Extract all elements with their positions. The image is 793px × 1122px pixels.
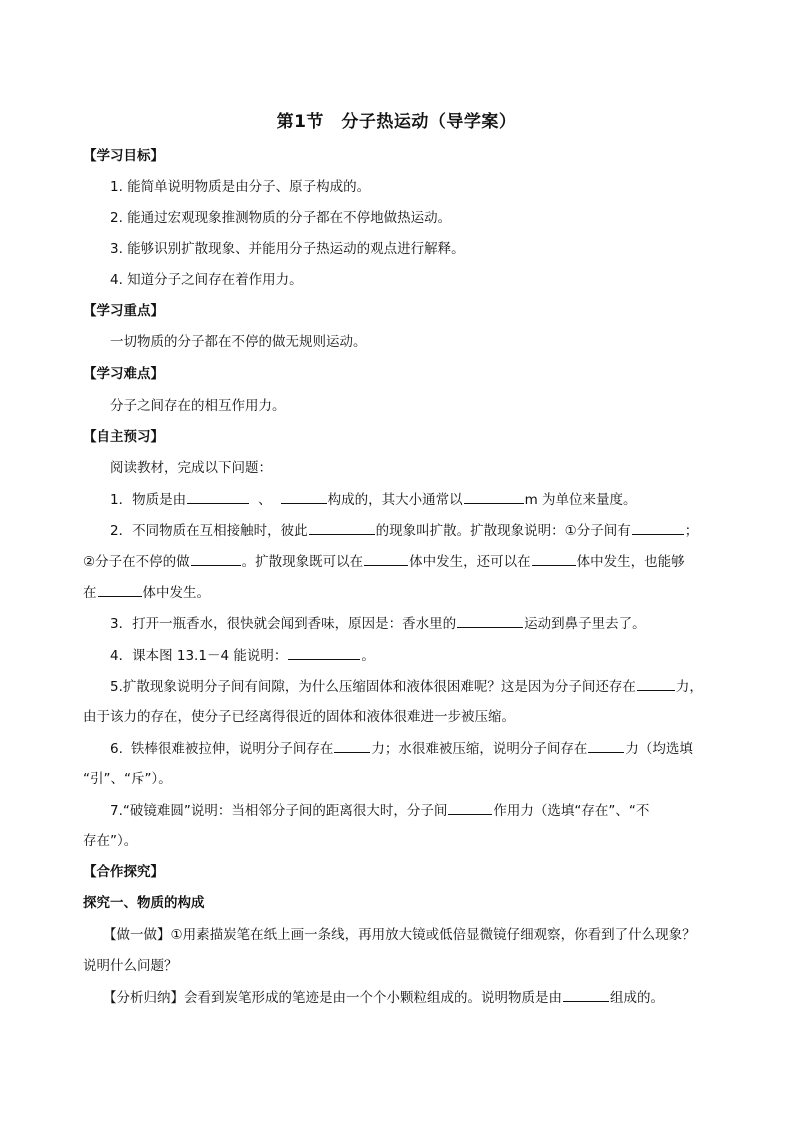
question-text: 运动到鼻子里去了。	[524, 616, 646, 632]
question-text: 组成的。	[610, 990, 664, 1006]
answer-blank[interactable]	[288, 645, 360, 660]
question-4	[110, 645, 740, 666]
question-text: 体中发生。	[142, 585, 210, 601]
answer-blank[interactable]	[464, 489, 524, 504]
answer-blank[interactable]	[588, 738, 624, 753]
question-text: 作用力（选填“存在”、“不	[493, 803, 650, 819]
preview-intro: 阅读教材，完成以下问题：	[110, 460, 272, 476]
question-2-cont	[83, 551, 713, 572]
question-text: 、	[258, 492, 272, 508]
question-text: ②分子在不停的做	[83, 554, 190, 570]
question-text: 构成的，其大小通常以	[327, 492, 463, 508]
question-5-cont: 由于该力的存在，使分子已经离得很近的固体和液体很难进一步被压缩。	[83, 709, 515, 725]
question-text: 在	[83, 585, 97, 601]
question-text: 。扩散现象既可以在	[241, 554, 364, 570]
difficulty-text: 分子之间存在的相互作用力。	[110, 398, 286, 414]
goal-item: 2. 能通过宏观现象推测物质的分子都在不停地做热运动。	[110, 210, 452, 226]
answer-blank[interactable]	[448, 800, 492, 815]
answer-blank[interactable]	[532, 551, 576, 566]
focus-text: 一切物质的分子都在不停的做无规则运动。	[110, 334, 367, 350]
question-text: 【分析归纳】会看到炭笔形成的笔迹是由一个个小颗粒组成的。说明物质是由	[103, 990, 562, 1006]
question-7	[110, 800, 740, 821]
question-2-cont	[83, 582, 713, 603]
answer-blank[interactable]	[334, 738, 370, 753]
answer-blank[interactable]	[364, 551, 408, 566]
question-3	[110, 613, 740, 634]
question-text: 7.“破镜难圆”说明：当相邻分子间的距离很大时，分子间	[110, 803, 448, 819]
answer-blank[interactable]	[457, 613, 523, 628]
doit-text: 【做一做】①用素描炭笔在纸上画一条线，再用放大镜或低倍显微镜仔细观察，你看到了什么现象？	[103, 927, 696, 943]
answer-blank[interactable]	[187, 489, 249, 504]
question-6-cont: “引”、“斥”）。	[83, 771, 172, 787]
question-text: 体中发生，也能够	[576, 554, 685, 570]
analysis-text	[103, 987, 733, 1008]
goal-item: 4. 知道分子之间存在着作用力。	[110, 272, 303, 288]
question-text: 力，	[675, 679, 703, 695]
answer-blank[interactable]	[281, 489, 327, 504]
answer-blank[interactable]	[309, 520, 375, 535]
answer-blank[interactable]	[632, 520, 684, 535]
question-text: 1．物质是由	[110, 492, 187, 508]
question-1	[110, 489, 740, 510]
preview-heading: 【自主预习】	[83, 429, 164, 445]
doit-text-cont: 说明什么问题？	[83, 958, 178, 974]
difficulty-heading: 【学习难点】	[83, 366, 164, 382]
question-text: 体中发生，还可以在	[409, 554, 531, 570]
question-text: 力；水很难被压缩，说明分子间存在	[371, 741, 588, 757]
page-title: 第1节 分子热运动（导学案）	[276, 112, 517, 132]
question-text: 6.	[110, 741, 123, 757]
answer-blank[interactable]	[563, 987, 609, 1002]
answer-blank[interactable]	[637, 676, 675, 691]
question-text: 。	[361, 648, 375, 664]
question-text: 铁棒很难被拉伸，说明分子间存在	[130, 741, 334, 757]
goal-item: 1. 能简单说明物质是由分子、原子构成的。	[110, 179, 371, 195]
question-2	[110, 520, 740, 541]
question-text: ；	[684, 523, 699, 539]
focus-heading: 【学习重点】	[83, 303, 164, 319]
question-5	[110, 676, 740, 697]
question-6	[110, 738, 740, 759]
question-text: 2．不同物质在互相接触时，彼此	[110, 523, 308, 539]
question-text: 4．课本图 13.1－4 能说明：	[110, 648, 288, 664]
explore-heading: 【合作探究】	[83, 864, 164, 880]
question-text: 3．打开一瓶香水，很快就会闻到香味，原因是：香水里的	[110, 616, 457, 632]
goal-item: 3. 能够识别扩散现象、并能用分子热运动的观点进行解释。	[110, 241, 465, 257]
answer-blank[interactable]	[98, 582, 142, 597]
question-text: m 为单位来量度。	[524, 492, 637, 508]
question-text: 5.扩散现象说明分子间有间隙，为什么压缩固体和液体很困难呢？这是因为分子间还存在	[110, 679, 636, 695]
question-text: 力（均选填	[625, 741, 693, 757]
question-7-cont: 存在”）。	[83, 833, 138, 849]
explore-1-heading: 探究一、物质的构成	[83, 895, 205, 911]
goals-heading: 【学习目标】	[83, 148, 164, 164]
answer-blank[interactable]	[191, 551, 241, 566]
question-text: 的现象叫扩散。扩散现象说明：①分子间有	[375, 523, 631, 539]
